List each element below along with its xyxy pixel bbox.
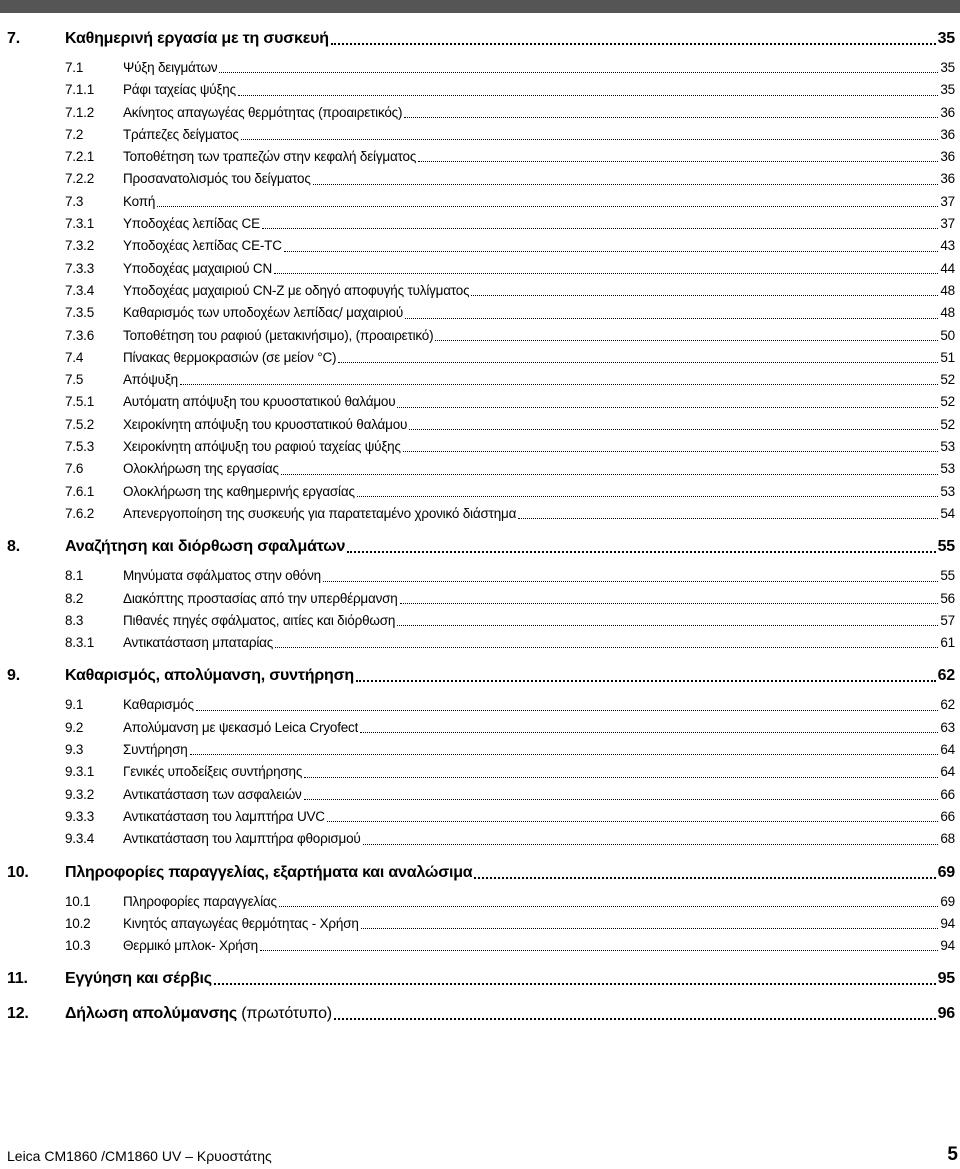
- entry-page-number: 64: [940, 764, 955, 780]
- toc-entry[interactable]: [7, 891, 955, 913]
- dot-leader: [274, 273, 938, 274]
- chapter-title-text: Καθαρισμός, απολύμανση, συντήρηση: [65, 667, 354, 685]
- entry-page-number: 63: [940, 719, 955, 735]
- entry-number: 7.6.2: [65, 505, 95, 521]
- entry-page-number: 64: [940, 742, 955, 758]
- toc-entry[interactable]: [7, 302, 955, 324]
- entry-page-number: 36: [940, 104, 955, 120]
- entry-title: Αντικατάσταση του λαμπτήρα UVC: [123, 808, 325, 824]
- entry-number: 7.5: [65, 372, 84, 388]
- chapter-number: 9.: [7, 667, 20, 685]
- entry-number: 10.2: [65, 915, 91, 931]
- toc-entry[interactable]: [7, 610, 955, 632]
- toc-entry[interactable]: [7, 347, 955, 369]
- dot-leader: [238, 95, 938, 96]
- entry-title: Ακίνητος απαγωγέας θερμότητας (προαιρετικός): [123, 104, 403, 120]
- dot-leader: [435, 340, 938, 341]
- dot-leader: [404, 117, 938, 118]
- entry-page-number: 35: [940, 60, 955, 75]
- entry-page-number: 37: [940, 216, 955, 232]
- entry-number: 10.3: [65, 938, 91, 954]
- toc-entry[interactable]: [7, 57, 955, 79]
- entry-title: Πίνακας θερμοκρασιών (σε μείον °C): [123, 349, 337, 365]
- entry-number: 7.3.1: [65, 216, 95, 232]
- page-footer: [0, 1140, 960, 1169]
- chapter-number: 8.: [7, 538, 20, 556]
- entry-page-number: 36: [940, 126, 955, 142]
- dot-leader: [347, 551, 935, 553]
- entry-number: 8.3.1: [65, 635, 95, 651]
- entry-title: Πληροφορίες παραγγελίας: [123, 893, 277, 909]
- entry-page-number: 36: [940, 171, 955, 187]
- entry-number: 7.2.2: [65, 171, 95, 187]
- entry-number: 7.1: [65, 60, 84, 75]
- entry-page-number: 68: [940, 831, 955, 847]
- entry-number: 7.3.5: [65, 305, 95, 321]
- dot-leader: [357, 496, 939, 497]
- toc-entry[interactable]: [7, 935, 955, 957]
- chapter-title-suffix: (πρωτότυπο): [237, 1005, 332, 1023]
- entry-title: Υποδοχέας μαχαιριού CN: [123, 260, 272, 276]
- toc-entry[interactable]: [7, 694, 955, 716]
- toc-entry[interactable]: [7, 258, 955, 280]
- chapter-title: [65, 26, 329, 52]
- dot-leader: [260, 950, 938, 951]
- entry-number: 7.2.1: [65, 149, 95, 165]
- entry-title: Τοποθέτηση των τραπεζών στην κεφαλή δείγματος: [123, 149, 417, 165]
- toc-entry[interactable]: [7, 806, 955, 828]
- entry-title: Προσανατολισμός του δείγματος: [123, 171, 311, 187]
- dot-leader: [418, 161, 938, 162]
- toc-chapter[interactable]: [7, 663, 955, 689]
- dot-leader: [313, 184, 939, 185]
- toc-entry[interactable]: [7, 168, 955, 190]
- toc-chapter[interactable]: [7, 26, 955, 52]
- entry-title: Χειροκίνητη απόψυξη του κρυοστατικού θαλάμου: [123, 416, 408, 432]
- toc-entry[interactable]: [7, 503, 955, 525]
- dot-leader: [190, 754, 939, 755]
- toc-entry[interactable]: [7, 191, 955, 213]
- entry-page-number: 66: [940, 808, 955, 824]
- entry-title: Αντικατάσταση των ασφαλειών: [123, 786, 302, 802]
- dot-leader: [284, 251, 939, 252]
- dot-leader: [327, 821, 939, 822]
- entry-page-number: 36: [940, 149, 955, 165]
- chapter-title-text: Δήλωση απολύμανσης: [65, 1005, 238, 1023]
- chapter-page-number: 62: [937, 667, 955, 685]
- entry-title: Καθαρισμός: [123, 697, 194, 713]
- toc-entry[interactable]: [7, 761, 955, 783]
- entry-number: 9.3: [65, 742, 84, 758]
- chapter-title: [65, 860, 472, 886]
- entry-number: 7.6.1: [65, 483, 95, 499]
- dot-leader: [474, 877, 935, 879]
- dot-leader: [471, 295, 938, 296]
- chapter-title-text: Εγγύηση και σέρβις: [65, 970, 212, 988]
- entry-number: 9.3.2: [65, 786, 95, 802]
- entry-title: Υποδοχέας μαχαιριού CN-Z με οδηγό αποφυγής τυλίγματος: [123, 282, 470, 298]
- toc-entry[interactable]: [7, 124, 955, 146]
- entry-page-number: 53: [940, 439, 955, 455]
- dot-leader: [275, 647, 938, 648]
- toc-entry[interactable]: [7, 369, 955, 391]
- entry-number: 8.2: [65, 590, 84, 606]
- entry-page-number: 43: [940, 238, 955, 254]
- entry-number: 7.5.2: [65, 416, 95, 432]
- entry-title: Συντήρηση: [123, 742, 188, 758]
- entry-page-number: 51: [940, 349, 955, 365]
- toc-entry[interactable]: [7, 565, 955, 587]
- toc-entry[interactable]: [7, 235, 955, 257]
- dot-leader: [241, 139, 939, 140]
- chapter-title: [65, 663, 354, 689]
- dot-leader: [338, 362, 938, 363]
- dot-leader: [157, 206, 938, 207]
- entry-title: Ψύξη δειγμάτων: [123, 60, 218, 75]
- chapter-number: 10.: [7, 863, 29, 881]
- entry-title: Τοποθέτηση του ραφιού (μετακινήσιμο), (προαιρετικό): [123, 327, 434, 343]
- toc-entry[interactable]: [7, 213, 955, 235]
- entry-number: 8.1: [65, 568, 84, 584]
- dot-leader: [219, 72, 938, 73]
- entry-number: 9.2: [65, 719, 84, 735]
- entry-number: 9.1: [65, 697, 84, 713]
- entry-number: 7.4: [65, 349, 84, 365]
- entry-title: Απολύμανση με ψεκασμό Leica Cryofect: [123, 719, 359, 735]
- toc-entry[interactable]: [7, 717, 955, 739]
- entry-number: 7.2: [65, 126, 84, 142]
- toc-entry[interactable]: [7, 828, 955, 850]
- entry-title: Κοπή: [123, 193, 156, 209]
- entry-number: 7.5.3: [65, 439, 95, 455]
- entry-page-number: 53: [940, 483, 955, 499]
- toc-entry[interactable]: [7, 784, 955, 806]
- dot-leader: [397, 407, 938, 408]
- entry-title: Καθαρισμός των υποδοχέων λεπίδας/ μαχαιριού: [123, 305, 404, 321]
- entry-page-number: 94: [940, 938, 955, 954]
- chapter-number: 12.: [7, 1005, 29, 1023]
- chapter-title-text: Πληροφορίες παραγγελίας, εξαρτήματα και αναλώσιμα: [65, 863, 473, 881]
- chapter-title-text: Αναζήτηση και διόρθωση σφαλμάτων: [65, 538, 346, 556]
- entry-page-number: 48: [940, 282, 955, 298]
- chapter-title: [65, 966, 212, 992]
- entry-number: 9.3.3: [65, 808, 95, 824]
- entry-title: Απόψυξη: [123, 372, 178, 388]
- dot-leader: [397, 625, 938, 626]
- dot-leader: [363, 844, 939, 845]
- dot-leader: [400, 603, 939, 604]
- entry-number: 7.3.3: [65, 260, 95, 276]
- toc-entry[interactable]: [7, 632, 955, 654]
- dot-leader: [331, 43, 936, 45]
- entry-page-number: 55: [940, 568, 955, 584]
- chapter-title: [65, 1001, 332, 1027]
- entry-number: 7.3.6: [65, 327, 95, 343]
- entry-number: 7.3.2: [65, 238, 95, 254]
- chapter-title-text: Καθημερινή εργασία με τη συσκευή: [65, 30, 329, 47]
- entry-title: Ολοκλήρωση της καθημερινής εργασίας: [123, 483, 355, 499]
- table-of-contents: [7, 26, 955, 1032]
- footer-page-number: 5: [947, 1144, 958, 1165]
- entry-title: Διακόπτης προστασίας από την υπερθέρμανση: [123, 590, 398, 606]
- dot-leader: [356, 680, 936, 682]
- entry-number: 9.3.1: [65, 764, 95, 780]
- entry-page-number: 52: [940, 416, 955, 432]
- toc-chapter[interactable]: [7, 966, 955, 992]
- dot-leader: [334, 1018, 936, 1020]
- toc-entry[interactable]: [7, 913, 955, 935]
- dot-leader: [196, 710, 939, 711]
- chapter-page-number: 35: [937, 30, 955, 47]
- entry-page-number: 66: [940, 786, 955, 802]
- entry-number: 8.3: [65, 612, 84, 628]
- entry-number: 7.1.2: [65, 104, 95, 120]
- dot-leader: [180, 384, 938, 385]
- entry-page-number: 37: [940, 193, 955, 209]
- toc-entry[interactable]: [7, 325, 955, 347]
- entry-page-number: 69: [940, 893, 955, 909]
- footer-text: Leica CM1860 /CM1860 UV – Κρυοστάτης: [7, 1148, 272, 1164]
- entry-page-number: 44: [940, 260, 955, 276]
- entry-title: Υποδοχέας λεπίδας CE-TC: [123, 238, 282, 254]
- dot-leader: [281, 474, 939, 475]
- entry-page-number: 54: [940, 505, 955, 521]
- dot-leader: [360, 732, 938, 733]
- entry-title: Απενεργοποίηση της συσκευής για παρατεταμένο χρονικό διάστημα: [123, 505, 517, 521]
- toc-entry[interactable]: [7, 391, 955, 413]
- entry-title: Θερμικό μπλοκ- Χρήση: [123, 938, 258, 954]
- entry-title: Αντικατάσταση του λαμπτήρα φθορισμού: [123, 831, 361, 847]
- toc-entry[interactable]: [7, 280, 955, 302]
- dot-leader: [518, 518, 938, 519]
- dot-leader: [409, 429, 938, 430]
- entry-page-number: 48: [940, 305, 955, 321]
- chapter-page-number: 69: [937, 863, 955, 881]
- entry-title: Αντικατάσταση μπαταρίας: [123, 635, 274, 651]
- dot-leader: [214, 983, 936, 985]
- dot-leader: [304, 777, 938, 778]
- entry-number: 7.1.1: [65, 82, 95, 98]
- chapter-number: 11.: [7, 970, 28, 988]
- dot-leader: [405, 318, 938, 319]
- top-rule: [0, 0, 960, 13]
- entry-number: 7.3.4: [65, 282, 95, 298]
- entry-number: 7.3: [65, 193, 84, 209]
- entry-number: 10.1: [65, 893, 91, 909]
- entry-page-number: 57: [940, 612, 955, 628]
- toc-entry[interactable]: [7, 739, 955, 761]
- entry-title: Γενικές υποδείξεις συντήρησης: [123, 764, 303, 780]
- chapter-number: 7.: [7, 30, 20, 47]
- toc-chapter[interactable]: [7, 1001, 955, 1027]
- entry-title: Μηνύματα σφάλματος στην οθόνη: [123, 568, 321, 584]
- entry-title: Ολοκλήρωση της εργασίας: [123, 461, 279, 477]
- entry-title: Ράφι ταχείας ψύξης: [123, 82, 236, 98]
- entry-title: Υποδοχέας λεπίδας CE: [123, 216, 260, 232]
- entry-page-number: 61: [940, 635, 955, 651]
- entry-page-number: 94: [940, 915, 955, 931]
- entry-page-number: 35: [940, 82, 955, 98]
- entry-number: 7.6: [65, 461, 84, 477]
- entry-title: Κινητός απαγωγέας θερμότητας - Χρήση: [123, 915, 359, 931]
- dot-leader: [262, 228, 939, 229]
- toc-entry[interactable]: [7, 481, 955, 503]
- toc-entry[interactable]: [7, 458, 955, 480]
- chapter-page-number: 55: [937, 538, 955, 556]
- entry-title: Πιθανές πηγές σφάλματος, αιτίες και διόρθωση: [123, 612, 396, 628]
- entry-number: 7.5.1: [65, 394, 95, 410]
- toc-entry[interactable]: [7, 102, 955, 124]
- toc-chapter[interactable]: [7, 534, 955, 560]
- chapter-title: [65, 534, 345, 560]
- chapter-page-number: 95: [937, 970, 955, 988]
- entry-page-number: 52: [940, 372, 955, 388]
- toc-entry[interactable]: [7, 146, 955, 168]
- entry-page-number: 53: [940, 461, 955, 477]
- entry-title: Χειροκίνητη απόψυξη του ραφιού ταχείας ψύξης: [123, 439, 401, 455]
- entry-number: 9.3.4: [65, 831, 95, 847]
- toc-entry[interactable]: [7, 588, 955, 610]
- dot-leader: [323, 581, 938, 582]
- entry-page-number: 50: [940, 327, 955, 343]
- dot-leader: [304, 799, 939, 800]
- dot-leader: [279, 906, 939, 907]
- toc-entry[interactable]: [7, 436, 955, 458]
- toc-chapter[interactable]: [7, 860, 955, 886]
- entry-page-number: 62: [940, 697, 955, 713]
- dot-leader: [361, 928, 939, 929]
- toc-entry[interactable]: [7, 79, 955, 101]
- chapter-page-number: 96: [937, 1005, 955, 1023]
- entry-title: Τράπεζες δείγματος: [123, 126, 239, 142]
- entry-page-number: 56: [940, 590, 955, 606]
- toc-entry[interactable]: [7, 414, 955, 436]
- entry-title: Αυτόματη απόψυξη του κρυοστατικού θαλάμου: [123, 394, 396, 410]
- entry-page-number: 52: [940, 394, 955, 410]
- dot-leader: [403, 451, 939, 452]
